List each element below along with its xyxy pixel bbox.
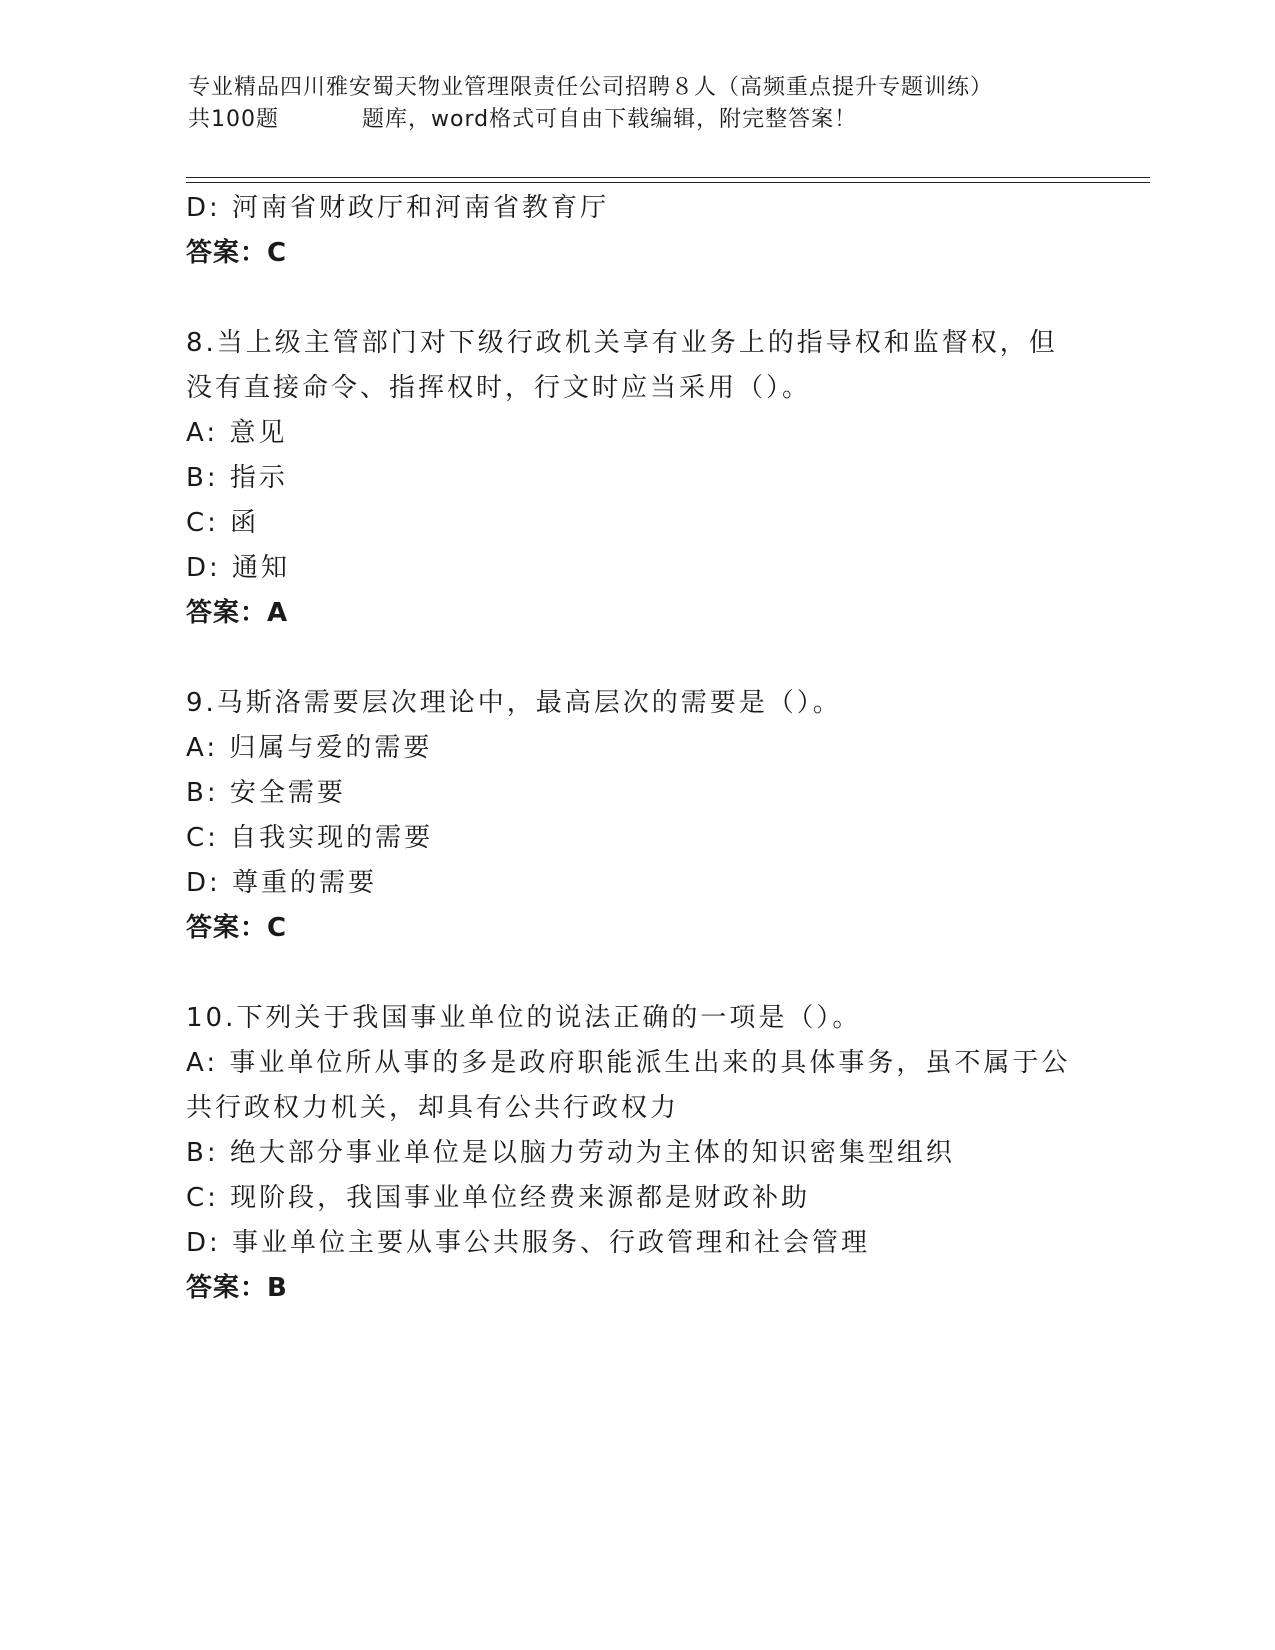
q9-option-b: B: 安全需要 xyxy=(186,778,346,808)
header-divider-top xyxy=(186,177,1150,178)
header-subtitle xyxy=(188,104,1088,136)
q10-option-b: B: 绝大部分事业单位是以脑力劳动为主体的知识密集型组织 xyxy=(186,1138,955,1168)
spacer xyxy=(186,951,1086,996)
q9-option-d: D: 尊重的需要 xyxy=(186,868,378,898)
question-count: 共100题 xyxy=(188,107,279,132)
q8-answer: 答案：A xyxy=(186,598,289,628)
q10-option-d: D: 事业单位主要从事公共服务、行政管理和社会管理 xyxy=(186,1228,871,1258)
q9-option-a: A: 归属与爱的需要 xyxy=(186,733,433,763)
question-9 xyxy=(186,681,1086,951)
q8-option-b: B: 指示 xyxy=(186,463,288,493)
prev-answer: 答案：C xyxy=(186,238,288,268)
q8-stem-line1: 8.当上级主管部门对下级行政机关享有业务上的指导权和监督权，但 xyxy=(186,328,1058,358)
q8-option-a: A: 意见 xyxy=(186,418,288,448)
q10-answer: 答案：B xyxy=(186,1273,288,1303)
q9-option-c: C: 自我实现的需要 xyxy=(186,823,434,853)
header-description: 题库，word格式可自由下载编辑，附完整答案！ xyxy=(362,107,858,132)
q8-option-c: C: 函 xyxy=(186,508,260,538)
q8-option-d: D: 通知 xyxy=(186,553,291,583)
page-header xyxy=(188,72,1088,136)
q8-stem-line2: 没有直接命令、指挥权时，行文时应当采用（）。 xyxy=(186,373,812,403)
header-title: 专业精品四川雅安蜀天物业管理限责任公司招聘８人（高频重点提升专题训练） xyxy=(188,75,994,100)
prev-option-d: D: 河南省财政厅和河南省教育厅 xyxy=(186,193,610,223)
header-divider-bottom xyxy=(186,182,1150,183)
q9-stem: 9.马斯洛需要层次理论中，最高层次的需要是（）。 xyxy=(186,688,842,718)
q10-stem: 10.下列关于我国事业单位的说法正确的一项是（）。 xyxy=(186,1003,862,1033)
q10-option-a-line1: A: 事业单位所从事的多是政府职能派生出来的具体事务，虽不属于公 xyxy=(186,1048,1071,1078)
question-10 xyxy=(186,996,1086,1311)
question-8 xyxy=(186,321,1086,636)
q10-option-c: C: 现阶段，我国事业单位经费来源都是财政补助 xyxy=(186,1183,811,1213)
q9-answer: 答案：C xyxy=(186,913,288,943)
spacer xyxy=(186,636,1086,681)
spacer xyxy=(186,276,1086,321)
q10-option-a-line2: 共行政权力机关，却具有公共行政权力 xyxy=(186,1093,680,1123)
question-content xyxy=(186,186,1086,1311)
